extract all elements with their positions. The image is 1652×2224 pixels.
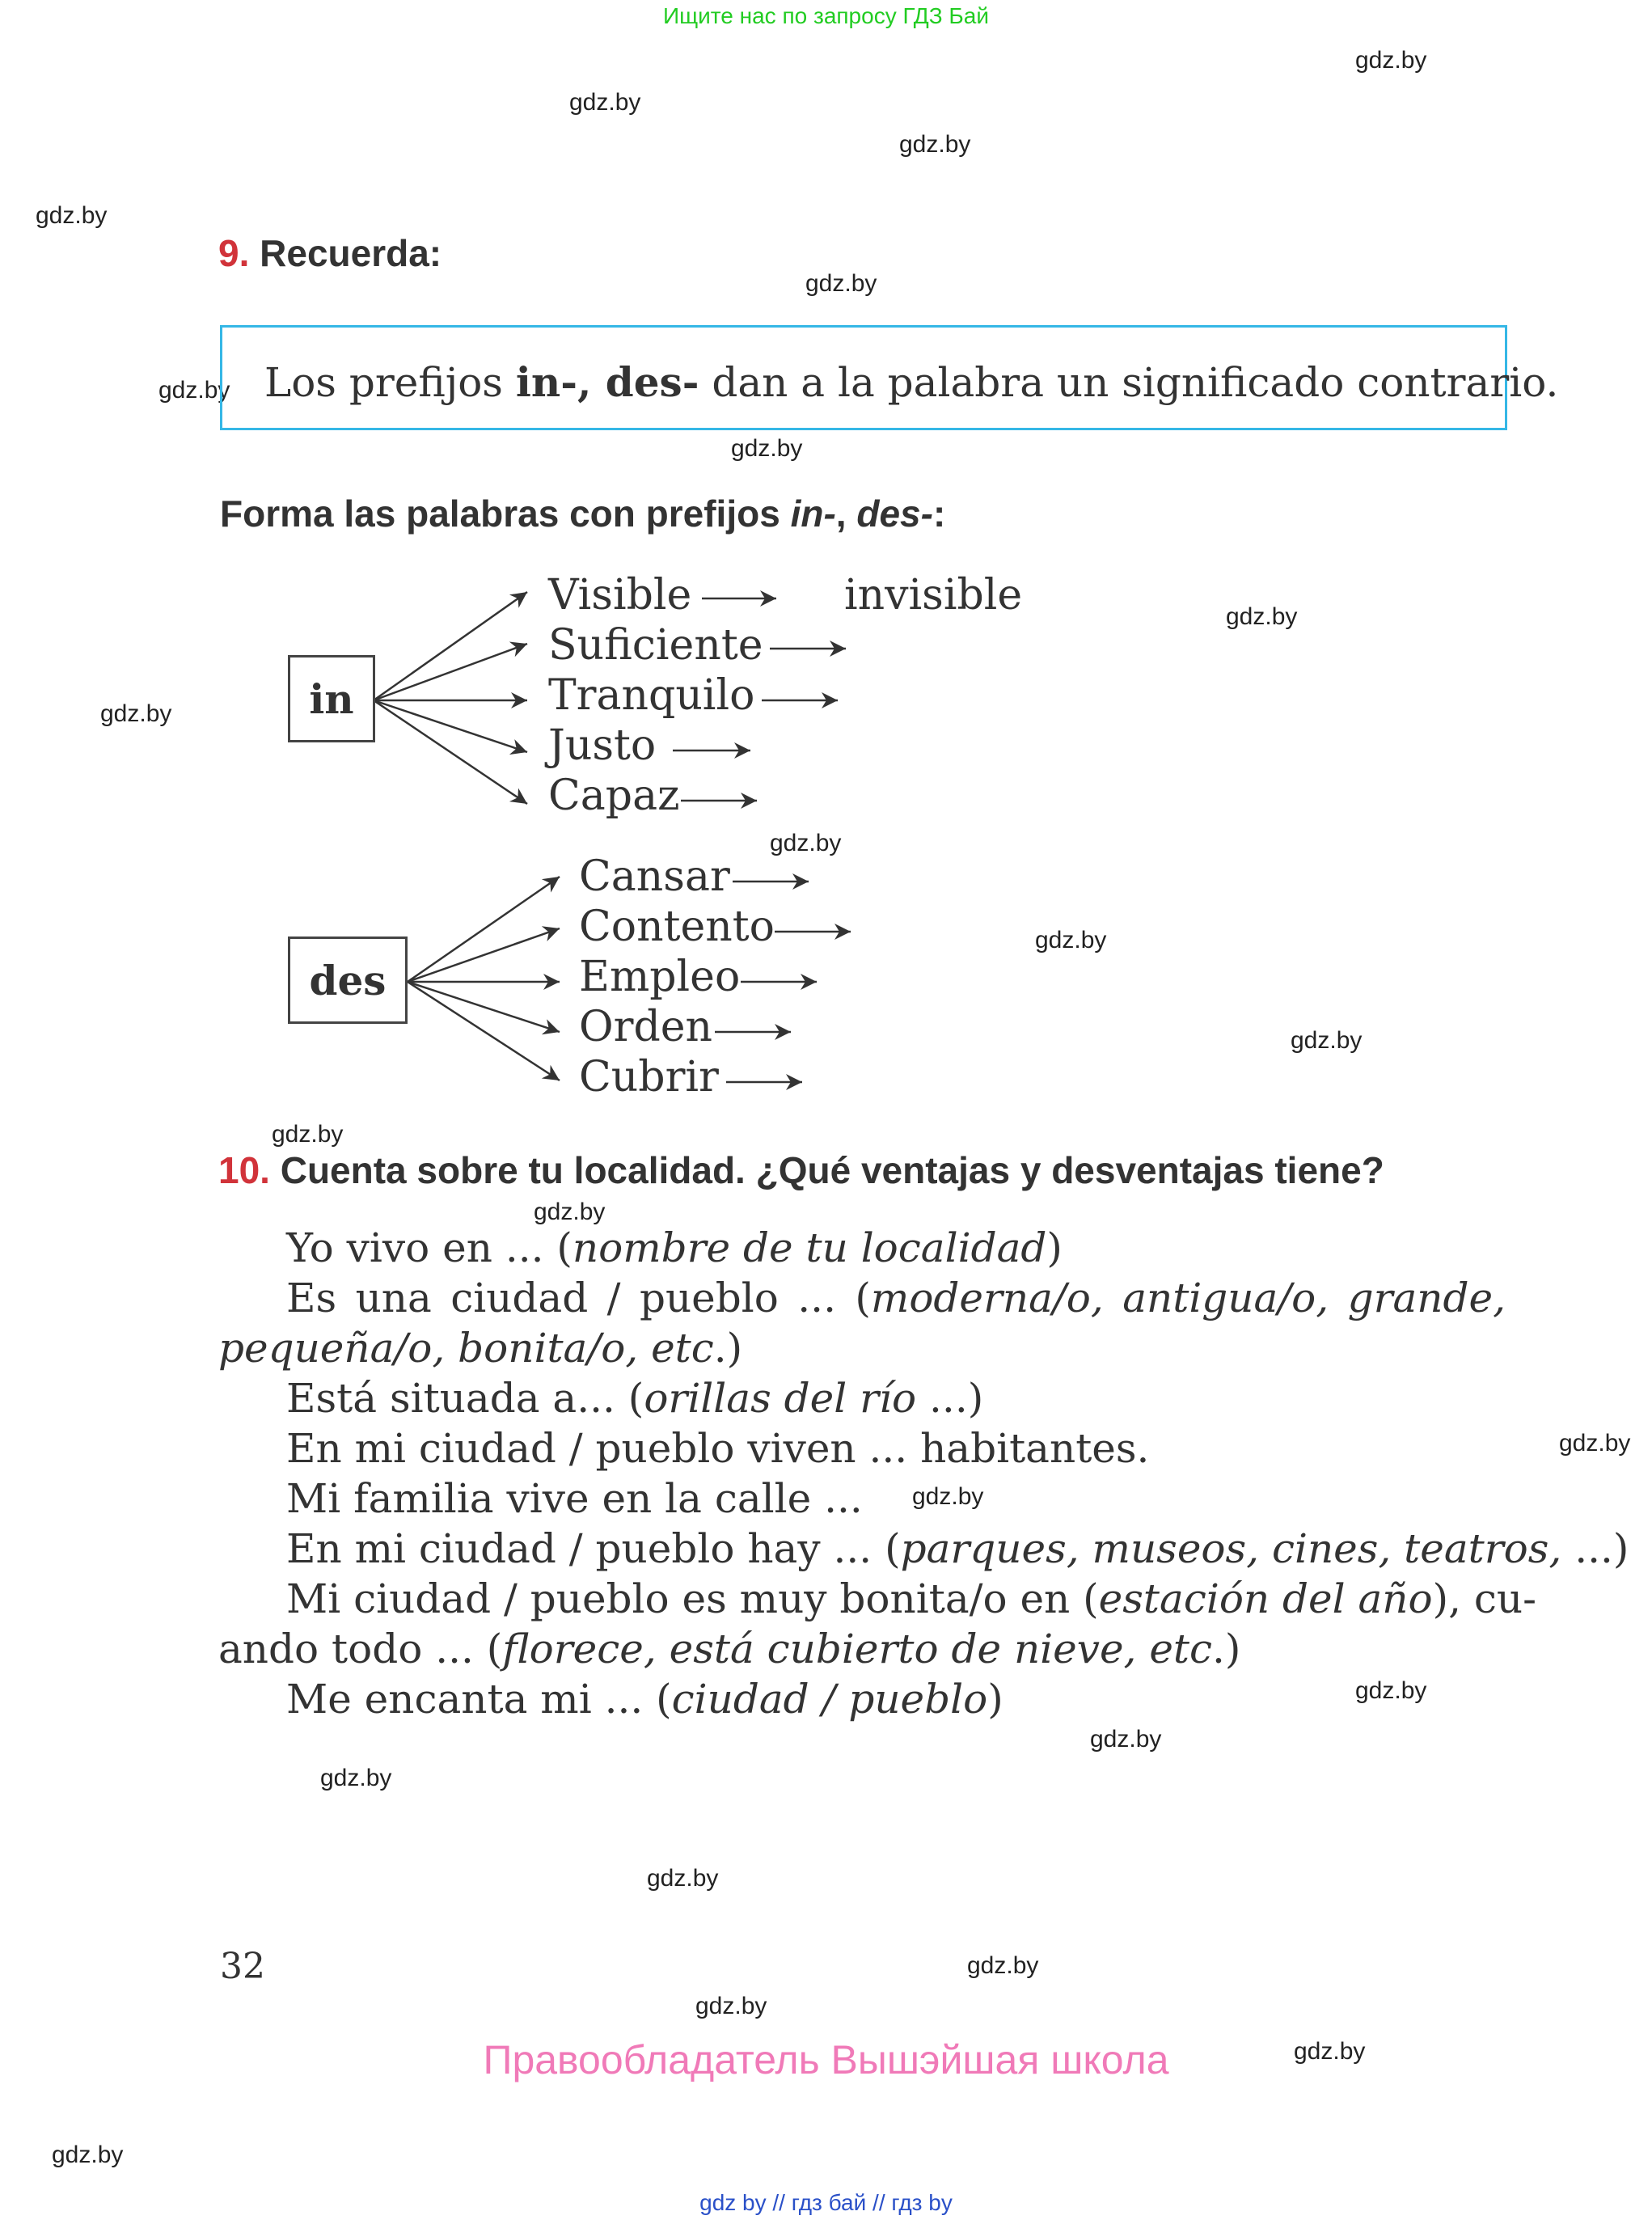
watermark: gdz.by xyxy=(1291,1027,1363,1054)
word-item: Empleo xyxy=(579,953,741,1001)
text-line: En mi ciudad / pueblo hay ... (parques, museos, cines, teatros, ...) xyxy=(286,1525,1629,1572)
text-line: Mi ciudad / pueblo es muy bonita/o en (estación del año), cu- xyxy=(286,1575,1537,1622)
watermark: gdz.by xyxy=(1355,47,1427,74)
watermark: gdz.by xyxy=(569,89,641,116)
fan-arrow xyxy=(374,644,527,700)
text-line: En mi ciudad / pueblo viven ... habitantes. xyxy=(286,1425,1150,1472)
bottom-links[interactable]: gdz by // гдз бай // гдз by xyxy=(699,2190,953,2215)
top-banner[interactable]: Ищите нас по запросу ГДЗ Бай xyxy=(662,3,990,28)
task-colon: : xyxy=(932,493,946,535)
watermark: gdz.by xyxy=(805,270,877,297)
word-item: Justo xyxy=(548,721,657,770)
watermark: gdz.by xyxy=(320,1765,392,1791)
exercise-title: Cuenta sobre tu localidad. ¿Qué ventajas y desventajas tiene? xyxy=(280,1149,1384,1191)
exercise-title: Recuerda: xyxy=(260,232,442,274)
task-prefix-des: des- xyxy=(856,493,933,535)
fan-arrow xyxy=(408,982,560,1080)
watermark: gdz.by xyxy=(731,435,803,462)
word-item: Visible xyxy=(548,571,692,619)
exercise-number: 10. xyxy=(218,1149,270,1191)
text-line: Es una ciudad / pueblo ... (moderna/o, antigua/o, grande, xyxy=(286,1275,1506,1321)
watermark: gdz.by xyxy=(1355,1677,1427,1704)
example-answer: invisible xyxy=(844,571,1023,619)
fan-arrow xyxy=(408,928,560,982)
task-prefix-in: in- xyxy=(790,493,836,535)
rule-prefixes: in-, des- xyxy=(515,358,699,406)
watermark: gdz.by xyxy=(272,1121,344,1148)
watermark: gdz.by xyxy=(1090,1726,1162,1753)
fan-arrow xyxy=(408,982,560,1032)
word-item: Cubrir xyxy=(579,1053,719,1101)
rule-text-post: dan a la palabra un significado contrario. xyxy=(699,359,1559,406)
watermark: gdz.by xyxy=(967,1952,1039,1979)
fan-arrow xyxy=(374,592,527,700)
word-item: Suficiente xyxy=(548,621,763,670)
watermark: gdz.by xyxy=(695,1993,767,2019)
watermark: gdz.by xyxy=(1559,1430,1631,1457)
word-item: Capaz xyxy=(548,772,680,820)
fan-arrow xyxy=(408,877,560,982)
watermark: gdz.by xyxy=(36,202,108,229)
word-item: Contento xyxy=(579,903,775,951)
watermark: gdz.by xyxy=(534,1199,606,1225)
prefix-box-des: des xyxy=(288,937,408,1024)
word-item: Orden xyxy=(579,1003,713,1051)
fan-arrow xyxy=(374,700,527,752)
watermark: gdz.by xyxy=(1035,927,1107,953)
exercise-10-heading xyxy=(218,1148,1384,1192)
watermark: gdz.by xyxy=(52,2142,124,2168)
watermark: gdz.by xyxy=(1226,603,1298,630)
page-number: 32 xyxy=(220,1946,265,1987)
watermark: gdz.by xyxy=(158,377,230,404)
watermark: gdz.by xyxy=(899,131,971,158)
word-item: Cansar xyxy=(579,852,730,901)
exercise-number: 9. xyxy=(218,232,250,274)
watermark: gdz.by xyxy=(647,1865,719,1892)
watermark: gdz.by xyxy=(100,700,172,727)
prefix-box-in: in xyxy=(288,655,375,742)
watermark: gdz.by xyxy=(770,830,842,856)
text-line: Yo vivo en ... (nombre de tu localidad) xyxy=(286,1224,1063,1271)
text-line: Mi familia vive en la calle ... xyxy=(286,1475,863,1522)
task-text: Forma las palabras con prefijos xyxy=(220,493,791,535)
rule-text-pre: Los prefijos xyxy=(264,359,516,406)
text-line: Está situada a... (orillas del río ...) xyxy=(286,1375,984,1422)
watermark: gdz.by xyxy=(912,1483,984,1510)
word-item: Tranquilo xyxy=(548,671,755,720)
watermark: gdz.by xyxy=(1294,2038,1366,2065)
text-line: ando todo ... (florece, está cubierto de nieve, etc.) xyxy=(218,1626,1241,1672)
text-line: Me encanta mi ... (ciudad / pueblo) xyxy=(286,1676,1003,1723)
copyright-notice: Правообладатель Вышэйшая школа xyxy=(483,2037,1169,2082)
text-line: pequeña/o, bonita/o, etc.) xyxy=(218,1325,743,1372)
fan-arrow xyxy=(374,700,527,804)
task-separator: , xyxy=(835,493,857,535)
